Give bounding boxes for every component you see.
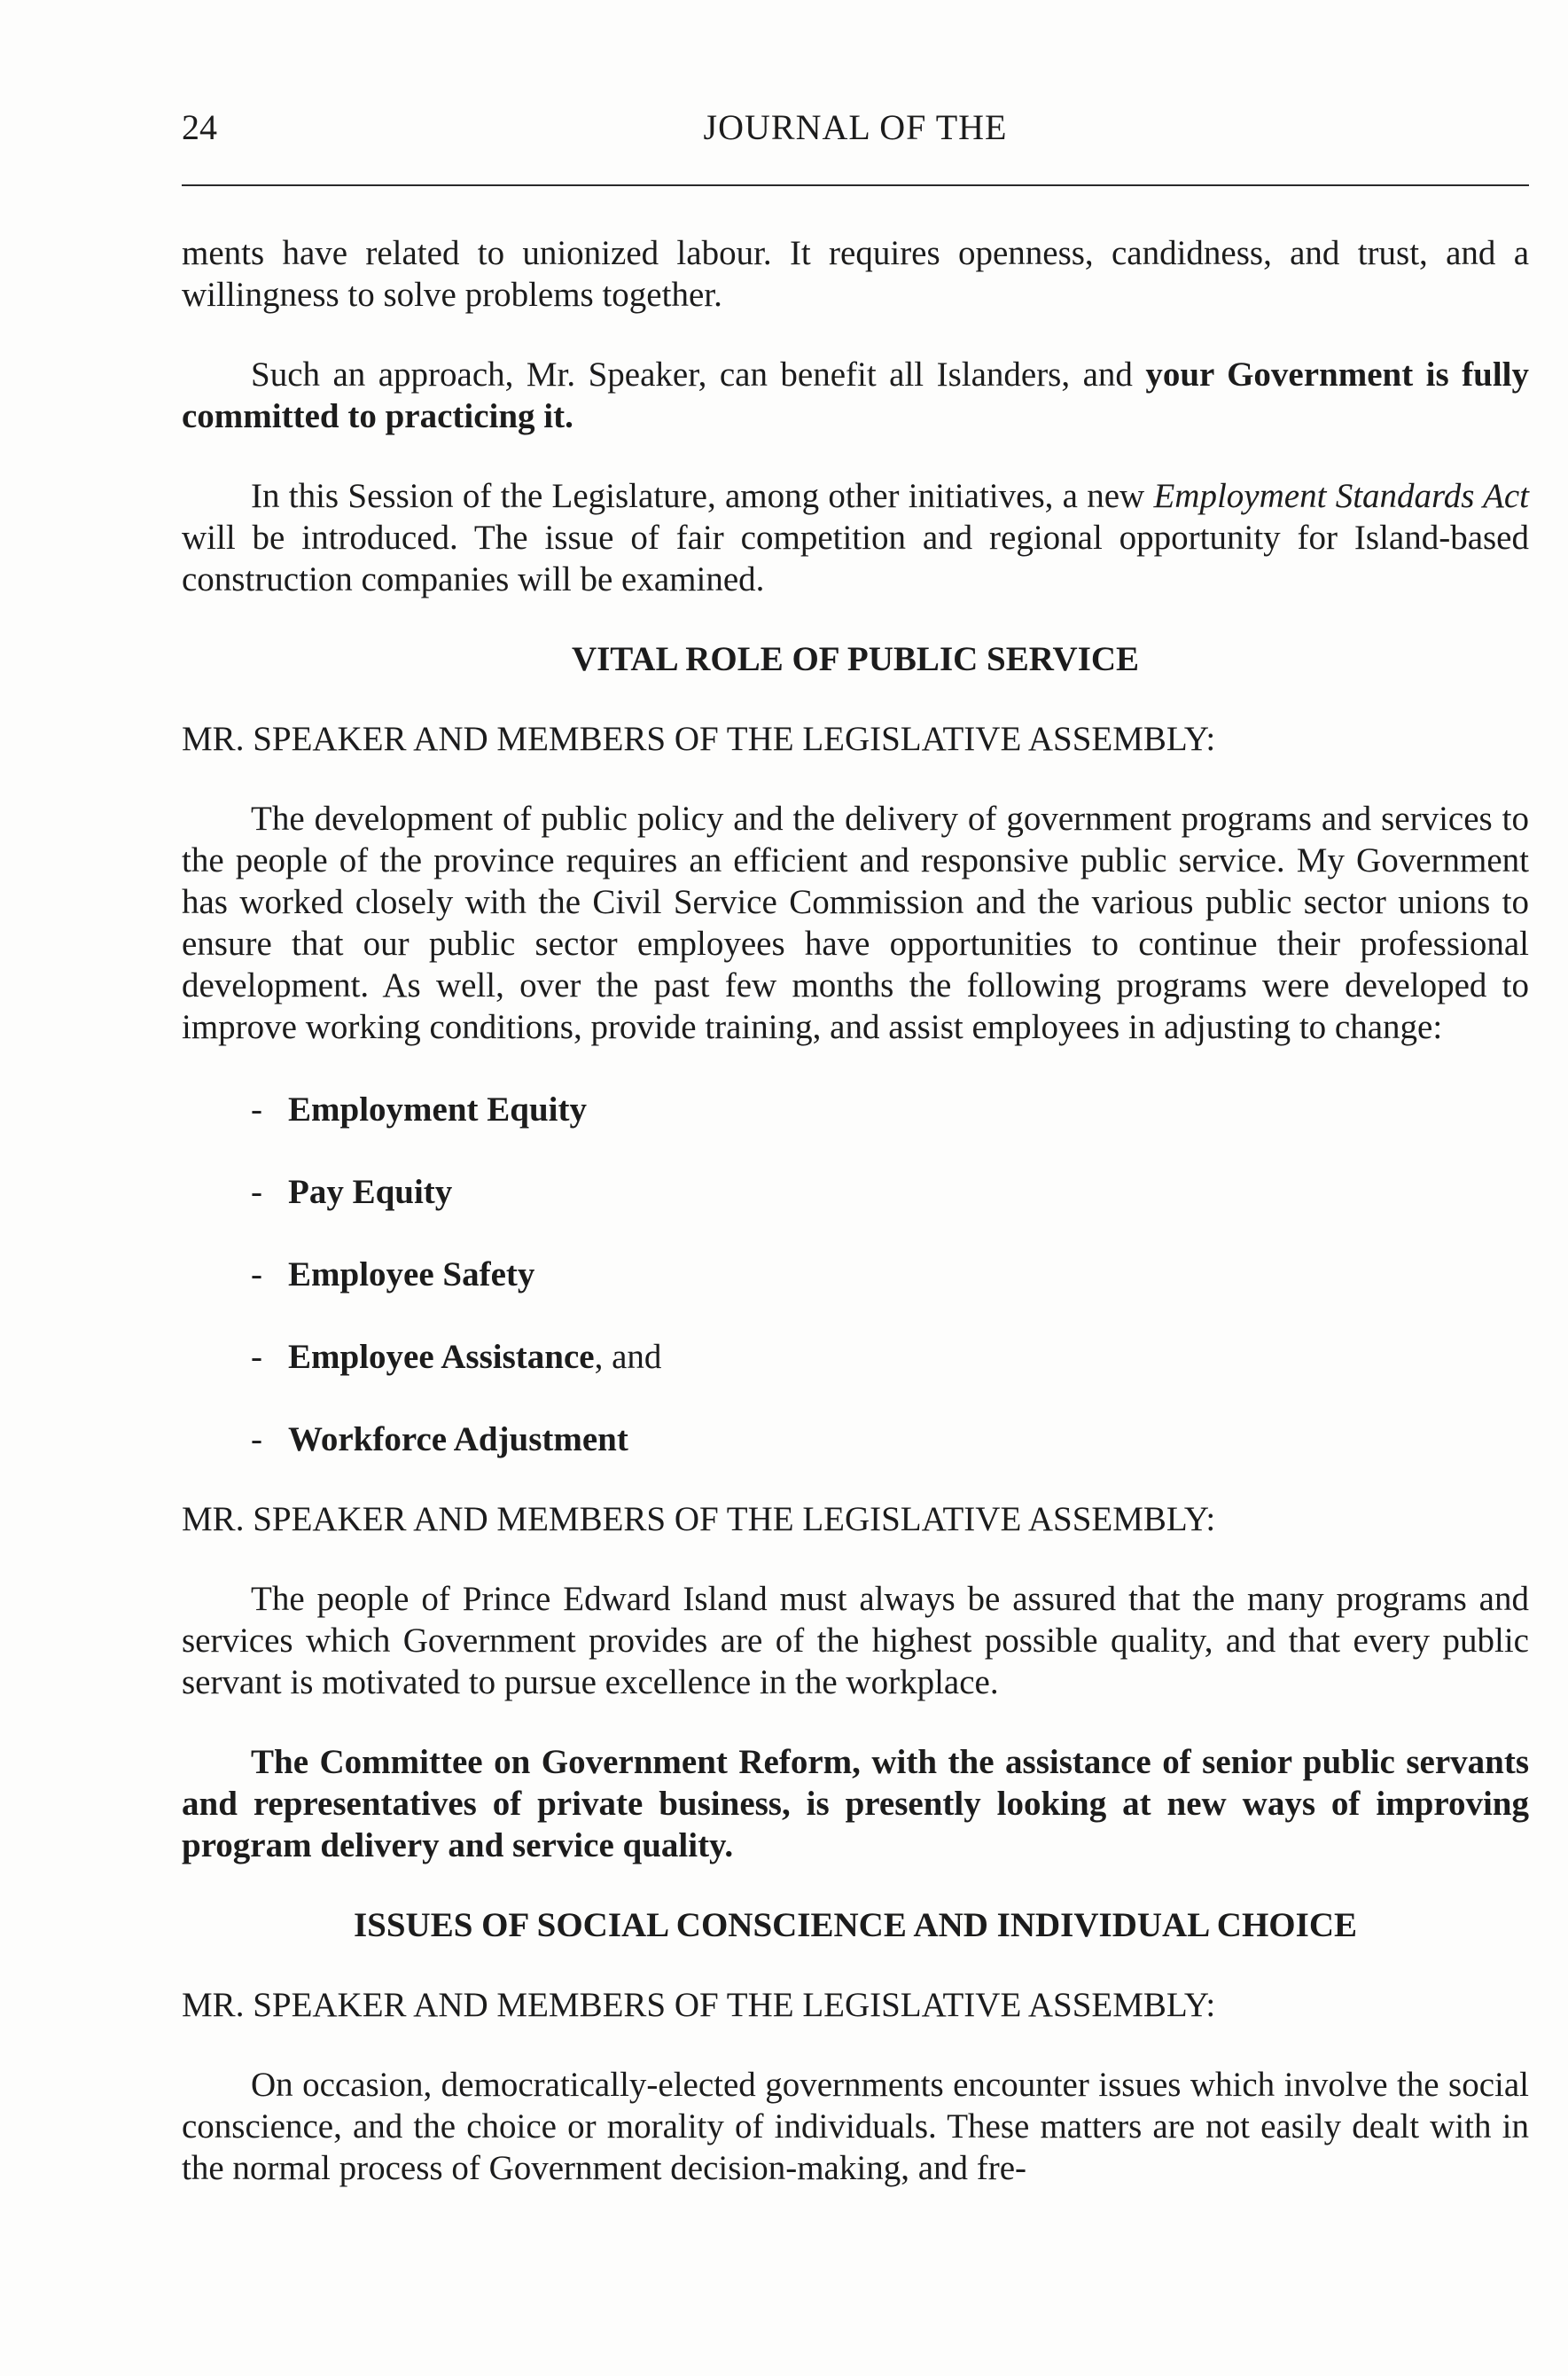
- paragraph-public-policy: The development of public policy and the delivery of government programs and services to the people of the province requires an efficient and responsive public service. My Government has worked closely with the Civil Service Commission and the various public sector unions to ensure that our public sector employees have opportunities to continue their professional development. As well, over the past few months the following programs were developed to improve working conditions, provide training, and assist employees in adjusting to change:: [182, 800, 1529, 1046]
- list-item: [251, 1089, 1529, 1130]
- list-item-label: Pay Equity: [288, 1173, 453, 1211]
- paragraph-approach-emphasis: your Government is fully committed to practicing it.: [182, 356, 1529, 435]
- paragraph-continuation: ments have related to unionized labour. It requires openness, candidness, and trust, and a willingness to solve problems together.: [182, 234, 1529, 314]
- list-item-label: Employment Equity: [288, 1090, 587, 1129]
- list-item: [251, 1171, 1529, 1213]
- list-item: [251, 1419, 1529, 1460]
- assembly-address: MR. SPEAKER AND MEMBERS OF THE LEGISLATIVE ASSEMBLY:: [182, 720, 1216, 758]
- page-number: 24: [182, 107, 217, 147]
- list-dash: -: [251, 1420, 262, 1458]
- list-dash: -: [251, 1255, 262, 1294]
- list-item: [251, 1336, 1529, 1378]
- list-item-label: Workforce Adjustment: [288, 1420, 628, 1458]
- running-head: JOURNAL OF THE: [703, 107, 1008, 147]
- list-dash: -: [251, 1090, 262, 1129]
- page-body: [182, 232, 1529, 2189]
- assembly-address: MR. SPEAKER AND MEMBERS OF THE LEGISLATIVE ASSEMBLY:: [182, 1500, 1216, 1538]
- paragraph-approach: [182, 354, 1529, 437]
- paragraph-session-text: In this Session of the Legislature, among other initiatives, a new: [251, 477, 1154, 515]
- assembly-address: MR. SPEAKER AND MEMBERS OF THE LEGISLATIVE ASSEMBLY:: [182, 1986, 1216, 2024]
- header-rule: [182, 184, 1529, 186]
- list-dash: -: [251, 1338, 262, 1376]
- paragraph-quality: The people of Prince Edward Island must always be assured that the many programs and services which Government provides are of the highest possible quality, and that every public servant is motivated to pursue excellence in the workplace.: [182, 1580, 1529, 1701]
- list-item-suffix: , and: [594, 1338, 662, 1376]
- paragraph-committee: [182, 1741, 1529, 1866]
- paragraph-social-issues: On occasion, democratically-elected governments encounter issues which involve the social conscience, and the choice or morality of individuals. These matters are not easily dealt with in the normal process of Government decision-making, and fre-: [182, 2066, 1529, 2187]
- act-title: Employment Standards Act: [1153, 477, 1529, 515]
- section-heading-social-conscience: ISSUES OF SOCIAL CONSCIENCE AND INDIVIDUAL CHOICE: [354, 1906, 1357, 1944]
- program-list: [182, 1089, 1529, 1460]
- list-dash: -: [251, 1173, 262, 1211]
- list-item-label: Employee Assistance: [288, 1338, 595, 1376]
- paragraph-session: [182, 475, 1529, 600]
- section-heading-public-service: VITAL ROLE OF PUBLIC SERVICE: [571, 640, 1140, 678]
- list-item: [251, 1254, 1529, 1295]
- page-header: [182, 106, 1529, 160]
- paragraph-committee-text: The Committee on Government Reform, with the assistance of senior public servants and representatives of private business, is presently looking at new ways of improving program delivery and service quality.: [182, 1743, 1529, 1864]
- paragraph-session-tail: will be introduced. The issue of fair competition and regional opportunity for Island-based construction companies will be examined.: [182, 519, 1529, 598]
- paragraph-approach-text: Such an approach, Mr. Speaker, can benefit all Islanders, and: [251, 356, 1146, 394]
- list-item-label: Employee Safety: [288, 1255, 535, 1294]
